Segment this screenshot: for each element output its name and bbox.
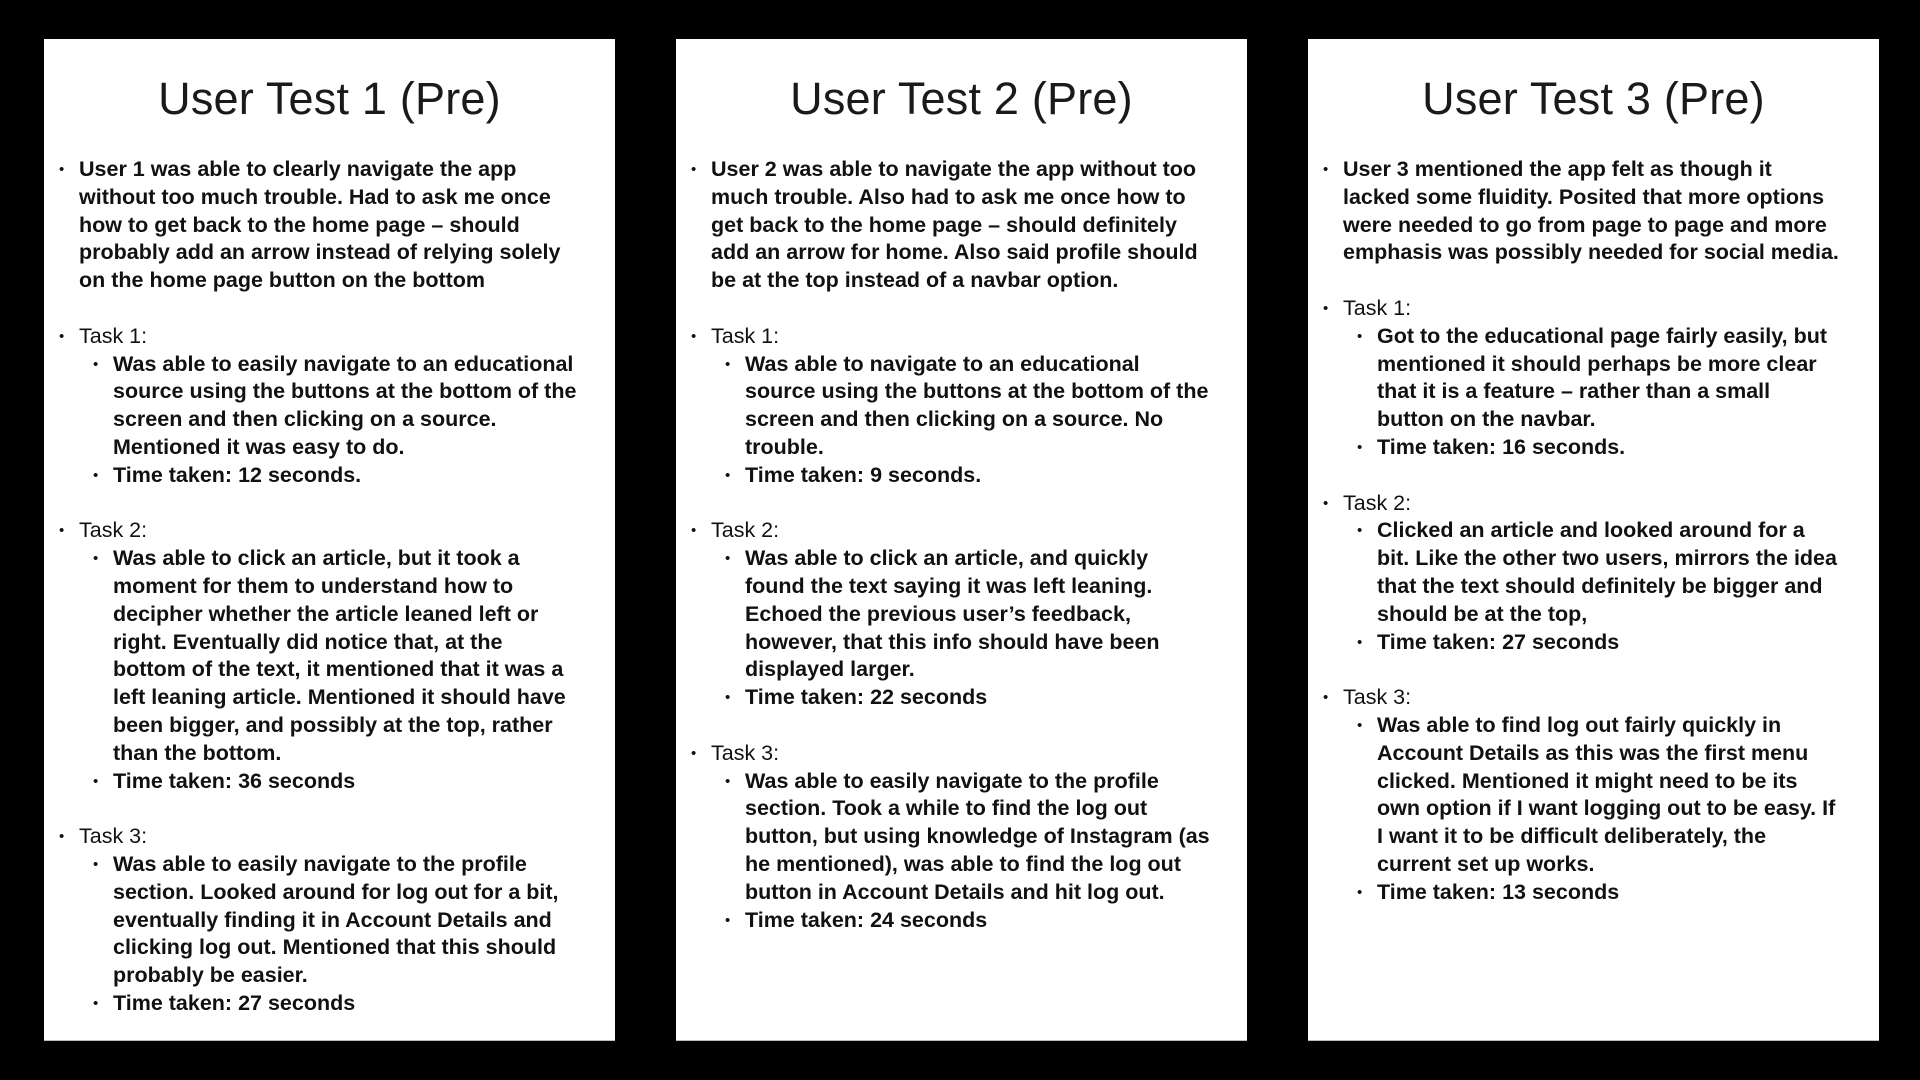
task-note	[57, 545, 605, 767]
task-time: • Time taken: 13 seconds	[1321, 879, 1869, 907]
task-time: • Time taken: 12 seconds.	[57, 462, 605, 490]
note-line: own option if I want logging out to be easy. If	[1377, 796, 1836, 821]
note-line: section. Took a while to find the log out	[745, 796, 1148, 821]
summary-line: • User 2 was able to navigate the app without too	[711, 157, 1197, 181]
note-line: left leaning article. Mentioned it should have	[113, 685, 566, 710]
note-line: source using the buttons at the bottom of the	[745, 379, 1209, 404]
slide-content	[1321, 156, 1869, 907]
task-note	[1321, 712, 1869, 879]
task-time: • Time taken: 9 seconds.	[689, 462, 1237, 490]
task-time: • Time taken: 22 seconds	[689, 684, 1237, 712]
summary-line: without too much trouble. Had to ask me once	[79, 184, 551, 209]
task-time: • Time taken: 36 seconds	[57, 768, 605, 796]
note-line: current set up works.	[1377, 851, 1595, 876]
task-note	[689, 768, 1237, 907]
task-heading: • Task 2:	[1321, 490, 1869, 518]
note-line: been bigger, and possibly at the top, rather	[113, 712, 553, 737]
note-line: • Clicked an article and looked around for a	[1377, 518, 1805, 543]
note-line: section. Looked around for log out for a bit,	[113, 879, 559, 904]
task-heading: • Task 1:	[689, 323, 1237, 351]
slide-user-test-3	[1308, 39, 1879, 1041]
slide-content	[57, 156, 605, 1018]
task-heading: • Task 2:	[689, 517, 1237, 545]
slide-content	[689, 156, 1237, 934]
note-line: probably be easier.	[113, 963, 308, 988]
note-line: displayed larger.	[745, 657, 915, 682]
summary-bullet	[1321, 156, 1869, 267]
task-note	[1321, 517, 1869, 628]
task-time: • Time taken: 27 seconds	[1321, 629, 1869, 657]
summary-bullet	[57, 156, 605, 295]
note-line: button, but using knowledge of Instagram (as	[745, 824, 1210, 849]
slide-title: User Test 3 (Pre)	[1422, 73, 1765, 124]
note-line: • Was able to navigate to an educational	[745, 351, 1140, 376]
note-line: screen and then clicking on a source. No	[745, 407, 1164, 432]
note-line: source using the buttons at the bottom of the	[113, 379, 577, 404]
note-line: however, that this info should have been	[745, 629, 1160, 654]
note-line: that it is a feature – rather than a small	[1377, 379, 1771, 404]
note-line: button in Account Details and hit log out.	[745, 879, 1165, 904]
summary-bullet	[689, 156, 1237, 295]
summary-line: • User 3 mentioned the app felt as though it	[1343, 157, 1772, 181]
task-heading: • Task 2:	[57, 517, 605, 545]
task-note	[689, 351, 1237, 462]
task-heading: • Task 3:	[57, 823, 605, 851]
note-line: • Was able to easily navigate to an educational	[113, 351, 574, 376]
note-line: clicking log out. Mentioned that this should	[113, 935, 557, 960]
note-line: bottom of the text, it mentioned that it was a	[113, 657, 564, 682]
note-line: • Got to the educational page fairly easily, but	[1377, 323, 1827, 348]
summary-line: how to get back to the home page – should	[79, 212, 520, 237]
note-line: • Was able to find log out fairly quickly in	[1377, 712, 1782, 737]
task-note	[689, 545, 1237, 684]
note-line: than the bottom.	[113, 740, 282, 765]
note-line: eventually finding it in Account Details and	[113, 907, 552, 932]
summary-line: were needed to go from page to page and more	[1343, 212, 1827, 237]
note-line: bit. Like the other two users, mirrors the idea	[1377, 546, 1837, 571]
task-heading: • Task 1:	[1321, 295, 1869, 323]
note-line: right. Eventually did notice that, at the	[113, 629, 503, 654]
note-line: • Was able to easily navigate to the profile	[113, 851, 527, 876]
slide-user-test-2	[676, 39, 1247, 1041]
note-line: button on the navbar.	[1377, 407, 1596, 432]
note-line: screen and then clicking on a source.	[113, 407, 497, 432]
note-line: decipher whether the article leaned left or	[113, 601, 539, 626]
task-note	[57, 351, 605, 462]
task-note	[57, 851, 605, 990]
task-heading: • Task 3:	[689, 740, 1237, 768]
note-line: that the text should definitely be bigger and	[1377, 573, 1823, 598]
note-line: he mentioned), was able to find the log out	[745, 851, 1181, 876]
summary-line: add an arrow for home. Also said profile should	[711, 240, 1198, 265]
note-line: Mentioned it was easy to do.	[113, 434, 405, 459]
summary-line: get back to the home page – should definitely	[711, 212, 1177, 237]
summary-line: on the home page button on the bottom	[79, 268, 486, 293]
summary-line: • User 1 was able to clearly navigate the app	[79, 157, 517, 181]
slide-title: User Test 1 (Pre)	[158, 73, 501, 124]
task-time: • Time taken: 16 seconds.	[1321, 434, 1869, 462]
task-heading: • Task 1:	[57, 323, 605, 351]
summary-line: emphasis was possibly needed for social media.	[1343, 240, 1839, 265]
summary-line: much trouble. Also had to ask me once how to	[711, 184, 1186, 209]
summary-line: probably add an arrow instead of relying solely	[79, 240, 561, 265]
note-line: • Was able to click an article, and quickly	[745, 546, 1149, 571]
note-line: Account Details as this was the first menu	[1377, 740, 1809, 765]
note-line: • Was able to easily navigate to the profile	[745, 768, 1159, 793]
summary-line: be at the top instead of a navbar option.	[711, 268, 1119, 293]
task-time: • Time taken: 24 seconds	[689, 907, 1237, 935]
note-line: • Was able to click an article, but it took a	[113, 546, 520, 571]
note-line: found the text saying it was left leaning.	[745, 573, 1153, 598]
note-line: mentioned it should perhaps be more clear	[1377, 351, 1817, 376]
note-line: should be at the top,	[1377, 601, 1588, 626]
note-line: trouble.	[745, 434, 824, 459]
summary-line: lacked some fluidity. Posited that more options	[1343, 184, 1825, 209]
slide-title: User Test 2 (Pre)	[790, 73, 1133, 124]
note-line: moment for them to understand how to	[113, 573, 514, 598]
slide-user-test-1	[44, 39, 615, 1041]
task-time: • Time taken: 27 seconds	[57, 990, 605, 1018]
task-note	[1321, 323, 1869, 434]
note-line: clicked. Mentioned it might need to be its	[1377, 768, 1798, 793]
task-heading: • Task 3:	[1321, 684, 1869, 712]
note-line: Echoed the previous user’s feedback,	[745, 601, 1131, 626]
note-line: I want it to be difficult deliberately, the	[1377, 824, 1767, 849]
